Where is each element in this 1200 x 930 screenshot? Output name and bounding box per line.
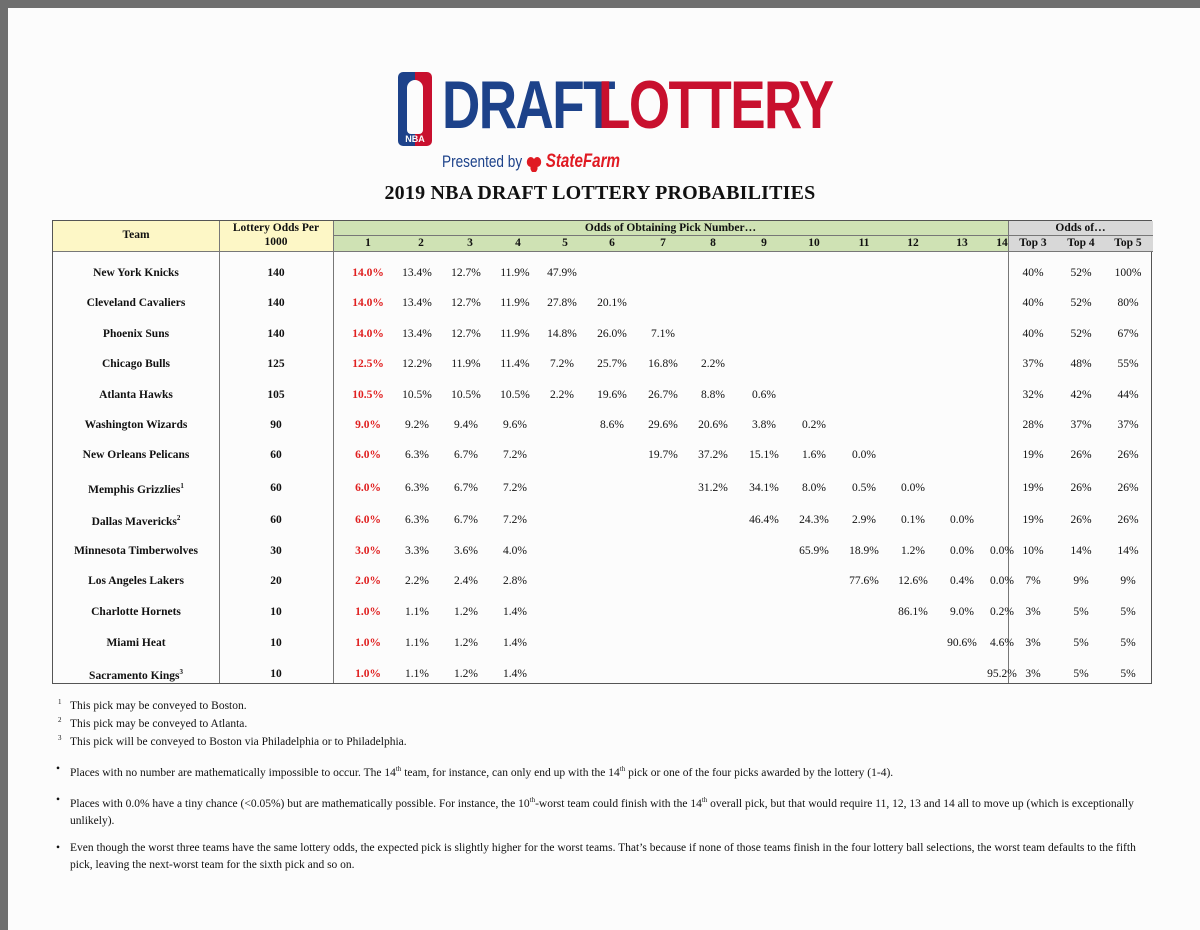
footnote-mark: 2 — [58, 716, 62, 724]
top-5-odds: 26% — [1117, 514, 1139, 526]
pick-3-odds: 6.7% — [454, 514, 478, 526]
header-pick-10: 10 — [808, 237, 820, 249]
footnote-text: This pick will be conveyed to Boston via Philadelphia or to Philadelphia. — [70, 736, 407, 748]
team-name-text: Chicago Bulls — [101, 358, 171, 370]
pick-7-odds: 19.7% — [648, 449, 678, 461]
team-name-text: Phoenix Suns — [102, 328, 170, 340]
pick-1-odds: 14.0% — [352, 267, 384, 279]
pick-12-odds: 12.6% — [898, 575, 928, 587]
logo-word-draft: DRAFT — [442, 67, 614, 143]
top-3-odds: 10% — [1022, 545, 1044, 557]
footnote-marker: 3 — [179, 668, 183, 676]
header-pick-group: Odds of Obtaining Pick Number… — [584, 222, 757, 234]
top-3-odds: 7% — [1025, 575, 1041, 587]
lottery-odds-value: 90 — [270, 419, 282, 431]
pick-6-odds: 26.0% — [597, 328, 627, 340]
top-4-odds: 52% — [1070, 267, 1092, 279]
top-4-odds: 37% — [1070, 419, 1092, 431]
pick-5-odds: 47.9% — [547, 267, 577, 279]
pick-3-odds: 12.7% — [451, 297, 481, 309]
team-name-text: Los Angeles Lakers — [88, 575, 184, 587]
team-name — [53, 267, 219, 279]
pick-2-odds: 9.2% — [405, 419, 429, 431]
lottery-odds-value: 60 — [270, 514, 282, 526]
pick-8-odds: 2.2% — [701, 358, 725, 370]
pick-2-odds: 13.4% — [402, 267, 432, 279]
pick-1-odds: 1.0% — [355, 668, 381, 680]
top-3-odds: 3% — [1025, 668, 1041, 680]
team-name-text: Minnesota Timberwolves — [74, 545, 198, 557]
pick-12-odds: 0.1% — [901, 514, 925, 526]
lottery-odds-value: 125 — [267, 358, 285, 370]
pick-9-odds: 0.6% — [752, 389, 776, 401]
header-pick-1: 1 — [365, 237, 371, 249]
pick-11-odds: 0.0% — [852, 449, 876, 461]
team-name — [53, 389, 219, 401]
pick-1-odds: 1.0% — [355, 606, 381, 618]
team-name — [53, 575, 219, 587]
pick-13-odds: 0.4% — [950, 575, 974, 587]
pick-4-odds: 7.2% — [503, 449, 527, 461]
top-5-odds: 14% — [1117, 545, 1139, 557]
pick-3-odds: 6.7% — [454, 482, 478, 494]
header-pick-4: 4 — [515, 237, 521, 249]
pick-2-odds: 6.3% — [405, 449, 429, 461]
pick-2-odds: 1.1% — [405, 606, 429, 618]
bullet-dot-icon: • — [56, 793, 61, 806]
presented-by-line: Presented by StateFarm — [442, 151, 621, 172]
header-pick-14: 14 — [996, 237, 1008, 249]
pick-4-odds: 11.4% — [500, 358, 530, 370]
pick-12-odds: 1.2% — [901, 545, 925, 557]
top-4-odds: 5% — [1073, 637, 1089, 649]
header-pick-9: 9 — [761, 237, 767, 249]
pick-9-odds: 46.4% — [749, 514, 779, 526]
pick-1-odds: 6.0% — [355, 449, 381, 461]
team-name — [53, 449, 219, 461]
lottery-odds-value: 30 — [270, 545, 282, 557]
team-name-text: Memphis Grizzlies — [88, 483, 181, 496]
pick-3-odds: 12.7% — [451, 328, 481, 340]
team-name — [53, 297, 219, 309]
pick-8-odds: 31.2% — [698, 482, 728, 494]
pick-4-odds: 11.9% — [500, 267, 530, 279]
footnote — [56, 716, 1146, 733]
pick-3-odds: 3.6% — [454, 545, 478, 557]
ordinal-suffix: th — [619, 765, 626, 773]
pick-10-odds: 65.9% — [799, 545, 829, 557]
pick-2-odds: 2.2% — [405, 575, 429, 587]
top-3-odds: 37% — [1022, 358, 1044, 370]
pick-7-odds: 16.8% — [648, 358, 678, 370]
pick-5-odds: 2.2% — [550, 389, 574, 401]
header-pick-12: 12 — [907, 237, 919, 249]
team-name-text: Cleveland Cavaliers — [86, 297, 186, 309]
pick-9-odds: 3.8% — [752, 419, 776, 431]
pick-14-odds: 95.2% — [987, 668, 1017, 680]
pick-1-odds: 1.0% — [355, 637, 381, 649]
pick-2-odds: 6.3% — [405, 482, 429, 494]
top-4-odds: 52% — [1070, 297, 1092, 309]
team-name — [53, 482, 219, 496]
team-name-text: New Orleans Pelicans — [82, 449, 190, 461]
header-odds-group: Odds of… — [1055, 222, 1106, 234]
header-lottery-odds: Lottery Odds Per — [232, 222, 320, 234]
pick-3-odds: 10.5% — [451, 389, 481, 401]
pick-4-odds: 1.4% — [503, 668, 527, 680]
pick-3-odds: 6.7% — [454, 449, 478, 461]
pick-4-odds: 7.2% — [503, 482, 527, 494]
top-3-odds: 3% — [1025, 637, 1041, 649]
pick-4-odds: 4.0% — [503, 545, 527, 557]
pick-4-odds: 2.8% — [503, 575, 527, 587]
note-text: overall pick, but that would require 11, 12, 13 and 14 all to move up (which is exceptionally unlikely). — [70, 797, 1134, 827]
top-3-odds: 19% — [1022, 482, 1044, 494]
pick-1-odds: 14.0% — [352, 328, 384, 340]
pick-13-odds: 0.0% — [950, 545, 974, 557]
top-5-odds: 26% — [1117, 482, 1139, 494]
footnote — [56, 734, 1146, 751]
footnote-marker: 2 — [176, 514, 181, 522]
pick-8-odds: 8.8% — [701, 389, 725, 401]
top-5-odds: 37% — [1117, 419, 1139, 431]
pick-1-odds: 3.0% — [355, 545, 381, 557]
pick-1-odds: 10.5% — [352, 389, 384, 401]
top-3-odds: 32% — [1022, 389, 1044, 401]
lottery-odds-value: 10 — [270, 668, 282, 680]
team-name — [53, 514, 219, 528]
team-name-text: Sacramento Kings — [89, 669, 180, 682]
top-5-odds: 26% — [1117, 449, 1139, 461]
team-name — [53, 637, 219, 649]
pick-5-odds: 27.8% — [547, 297, 577, 309]
pick-3-odds: 1.2% — [454, 606, 478, 618]
pick-2-odds: 12.2% — [402, 358, 432, 370]
note-text: Places with 0.0% have a tiny chance (<0.05%) but are mathematically possible. For instance, the 10 — [70, 797, 530, 810]
team-name — [53, 545, 219, 557]
ordinal-suffix: th — [529, 795, 536, 804]
pick-4-odds: 1.4% — [503, 637, 527, 649]
note-bullet — [56, 792, 1146, 830]
pick-9-odds: 15.1% — [749, 449, 779, 461]
pick-7-odds: 7.1% — [651, 328, 675, 340]
pick-1-odds: 9.0% — [355, 419, 381, 431]
top-4-odds: 26% — [1070, 449, 1092, 461]
lottery-odds-value: 10 — [270, 606, 282, 618]
note-bullet — [56, 840, 1146, 874]
pick-6-odds: 25.7% — [597, 358, 627, 370]
top-4-odds: 9% — [1073, 575, 1089, 587]
note-bullet — [56, 761, 1146, 782]
team-name — [53, 606, 219, 618]
note-text: pick or one of the four picks awarded by the lottery (1-4). — [625, 766, 894, 779]
top-3-odds: 40% — [1022, 297, 1044, 309]
pick-14-odds: 0.0% — [990, 545, 1014, 557]
top-4-odds: 48% — [1070, 358, 1092, 370]
team-name-text: Washington Wizards — [84, 419, 188, 431]
footnote-mark: 3 — [58, 734, 62, 742]
pick-4-odds: 11.9% — [500, 297, 530, 309]
header-pick-7: 7 — [660, 237, 666, 249]
footnote — [56, 698, 1146, 715]
top-5-odds: 9% — [1120, 575, 1136, 587]
lottery-odds-value: 105 — [267, 389, 285, 401]
pick-2-odds: 13.4% — [402, 328, 432, 340]
team-name-text: Atlanta Hawks — [99, 389, 173, 401]
pick-11-odds: 18.9% — [849, 545, 879, 557]
top-3-odds: 19% — [1022, 449, 1044, 461]
pick-11-odds: 0.5% — [852, 482, 876, 494]
pick-13-odds: 9.0% — [950, 606, 974, 618]
pick-10-odds: 1.6% — [802, 449, 826, 461]
pick-11-odds: 77.6% — [849, 575, 879, 587]
pick-4-odds: 10.5% — [500, 389, 530, 401]
logo-word-lottery: LOTTERY — [598, 67, 833, 143]
lottery-odds-value: 140 — [267, 328, 285, 340]
pick-2-odds: 3.3% — [405, 545, 429, 557]
pick-12-odds: 0.0% — [901, 482, 925, 494]
pick-11-odds: 2.9% — [852, 514, 876, 526]
pick-2-odds: 1.1% — [405, 668, 429, 680]
lottery-odds-value: 20 — [270, 575, 282, 587]
pick-4-odds: 9.6% — [503, 419, 527, 431]
page-title: 2019 NBA DRAFT LOTTERY PROBABILITIES — [384, 182, 816, 204]
pick-2-odds: 1.1% — [405, 637, 429, 649]
top-5-odds: 44% — [1117, 389, 1139, 401]
top-3-odds: 28% — [1022, 419, 1044, 431]
lottery-odds-value: 60 — [270, 482, 282, 494]
statefarm-icon — [526, 155, 542, 171]
lottery-odds-value: 140 — [267, 297, 285, 309]
note-text: Places with no number are mathematically impossible to occur. The 14 — [70, 766, 396, 779]
top-4-odds: 5% — [1073, 606, 1089, 618]
pick-2-odds: 6.3% — [405, 514, 429, 526]
lottery-odds-value: 60 — [270, 449, 282, 461]
pick-3-odds: 12.7% — [451, 267, 481, 279]
top-4-odds: 26% — [1070, 482, 1092, 494]
team-name-text: New York Knicks — [93, 267, 179, 279]
ordinal-suffix: th — [395, 765, 402, 773]
header-lottery-odds-unit: 1000 — [264, 236, 288, 248]
pick-4-odds: 1.4% — [503, 606, 527, 618]
top-5-odds: 55% — [1117, 358, 1139, 370]
footnote-text: This pick may be conveyed to Boston. — [70, 700, 247, 712]
pick-3-odds: 1.2% — [454, 668, 478, 680]
pick-3-odds: 9.4% — [454, 419, 478, 431]
top-4-odds: 26% — [1070, 514, 1092, 526]
lottery-odds-value: 140 — [267, 267, 285, 279]
pick-13-odds: 90.6% — [947, 637, 977, 649]
top-5-odds: 100% — [1114, 267, 1142, 279]
pick-6-odds: 8.6% — [600, 419, 624, 431]
bullet-dot-icon: • — [56, 763, 61, 775]
pick-4-odds: 7.2% — [503, 514, 527, 526]
top-3-odds: 40% — [1022, 267, 1044, 279]
header-team: Team — [122, 229, 150, 241]
pick-6-odds: 20.1% — [597, 297, 627, 309]
header-pick-11: 11 — [858, 237, 870, 249]
note-text: Even though the worst three teams have the same lottery odds, the expected pick is slightly higher for the worst teams. That’s because if none of those teams finish in the four lottery ball selections, the worst team defaults to the fifth pick, leaving the next-worst team for the sixth pick and so on. — [70, 841, 1136, 871]
top-5-odds: 5% — [1120, 606, 1136, 618]
nba-logo-icon: NBA — [398, 72, 432, 146]
pick-1-odds: 12.5% — [352, 358, 384, 370]
team-name — [53, 419, 219, 431]
bullet-dot-icon: • — [56, 841, 61, 854]
header-pick-2: 2 — [418, 237, 424, 249]
pick-1-odds: 6.0% — [355, 482, 381, 494]
pick-2-odds: 10.5% — [402, 389, 432, 401]
pick-14-odds: 0.0% — [990, 575, 1014, 587]
team-name-text: Charlotte Hornets — [91, 606, 181, 618]
team-name-text: Miami Heat — [106, 637, 166, 649]
header-pick-5: 5 — [562, 237, 568, 249]
header-top-3: Top 3 — [1019, 237, 1047, 249]
pick-14-odds: 0.2% — [990, 606, 1014, 618]
pick-10-odds: 0.2% — [802, 419, 826, 431]
top-5-odds: 5% — [1120, 668, 1136, 680]
header-pick-8: 8 — [710, 237, 716, 249]
pick-10-odds: 24.3% — [799, 514, 829, 526]
pick-7-odds: 29.6% — [648, 419, 678, 431]
pick-5-odds: 7.2% — [550, 358, 574, 370]
top-5-odds: 67% — [1117, 328, 1139, 340]
pick-1-odds: 14.0% — [352, 297, 384, 309]
top-4-odds: 52% — [1070, 328, 1092, 340]
footnote-text: This pick may be conveyed to Atlanta. — [70, 718, 248, 730]
team-name — [53, 668, 219, 682]
pick-8-odds: 37.2% — [698, 449, 728, 461]
notes-section — [56, 698, 1146, 874]
top-3-odds: 3% — [1025, 606, 1041, 618]
footnote-marker: 1 — [180, 482, 184, 490]
pick-5-odds: 14.8% — [547, 328, 577, 340]
pick-10-odds: 8.0% — [802, 482, 826, 494]
note-text: team, for instance, can only end up with the 14 — [401, 766, 620, 779]
top-3-odds: 19% — [1022, 514, 1044, 526]
pick-13-odds: 0.0% — [950, 514, 974, 526]
top-4-odds: 5% — [1073, 668, 1089, 680]
pick-3-odds: 11.9% — [451, 358, 481, 370]
footnote-mark: 1 — [58, 698, 62, 706]
pick-3-odds: 1.2% — [454, 637, 478, 649]
top-5-odds: 80% — [1117, 297, 1139, 309]
top-4-odds: 42% — [1070, 389, 1092, 401]
ordinal-suffix: th — [701, 795, 708, 804]
pick-4-odds: 11.9% — [500, 328, 530, 340]
lottery-odds-value: 10 — [270, 637, 282, 649]
top-5-odds: 5% — [1120, 637, 1136, 649]
team-name — [53, 358, 219, 370]
team-name-text: Dallas Mavericks — [91, 515, 177, 528]
pick-6-odds: 19.6% — [597, 389, 627, 401]
header-top-4: Top 4 — [1067, 237, 1095, 249]
top-3-odds: 40% — [1022, 328, 1044, 340]
header-pick-3: 3 — [467, 237, 473, 249]
team-name — [53, 328, 219, 340]
pick-8-odds: 20.6% — [698, 419, 728, 431]
header-pick-6: 6 — [609, 237, 615, 249]
pick-7-odds: 26.7% — [648, 389, 678, 401]
pick-14-odds: 4.6% — [990, 637, 1014, 649]
note-text: -worst team could finish with the 14 — [535, 797, 702, 810]
pick-3-odds: 2.4% — [454, 575, 478, 587]
draft-lottery-logo — [398, 67, 833, 178]
pick-12-odds: 86.1% — [898, 606, 928, 618]
top-4-odds: 14% — [1070, 545, 1092, 557]
pick-2-odds: 13.4% — [402, 297, 432, 309]
pick-9-odds: 34.1% — [749, 482, 779, 494]
probability-table — [52, 220, 1152, 684]
pick-1-odds: 2.0% — [355, 575, 381, 587]
header-pick-13: 13 — [956, 237, 968, 249]
header-top-5: Top 5 — [1114, 237, 1142, 249]
pick-1-odds: 6.0% — [355, 514, 381, 526]
